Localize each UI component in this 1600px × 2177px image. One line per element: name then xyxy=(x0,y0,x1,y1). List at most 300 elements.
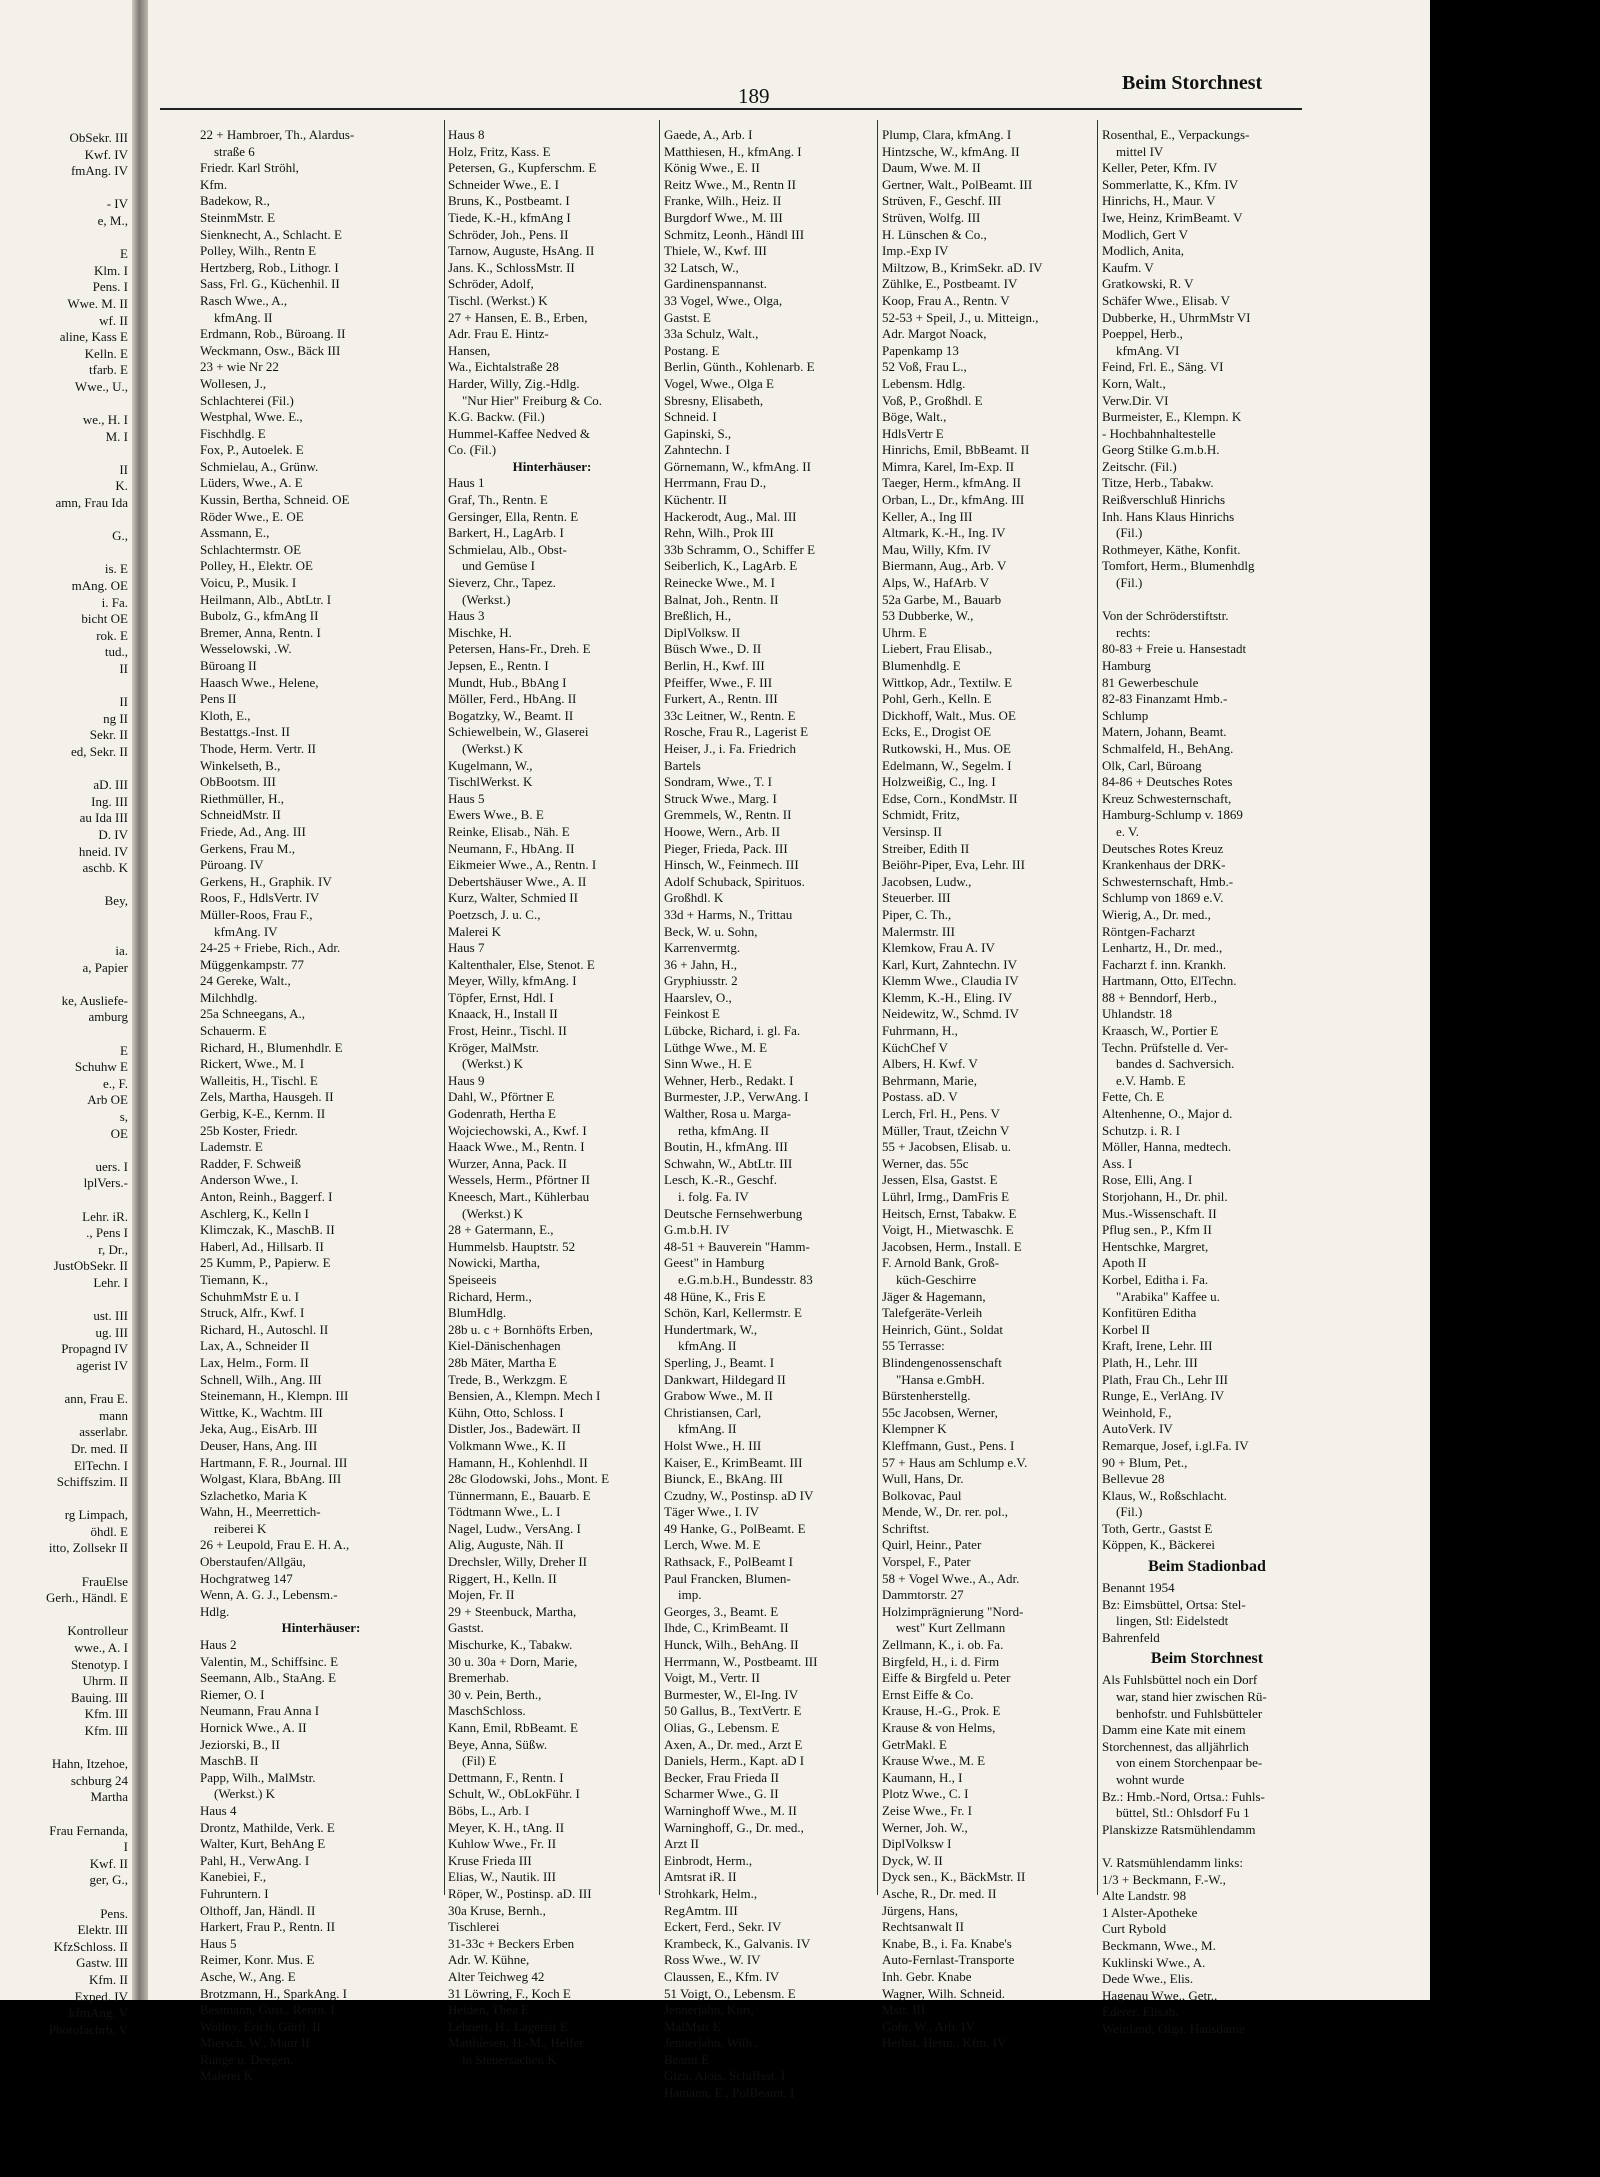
entry-line: Biunck, E., BkAng. III xyxy=(664,1471,783,1487)
entry-line: Haberl, Ad., Hillsarb. II xyxy=(200,1238,324,1254)
entry-line: Co. (Fil.) xyxy=(448,442,497,458)
edge-line xyxy=(0,877,128,894)
entry-line: Riethmüller, H., xyxy=(200,790,284,806)
entry-line: Köppen, K., Bäckerei xyxy=(1102,1537,1215,1553)
entry-line: Hamburg-Schlump v. 1869 xyxy=(1102,807,1243,823)
edge-line: E xyxy=(120,1042,128,1058)
entry-line: Vogel, Wwe., Olga E xyxy=(664,375,774,391)
entry-line: 23 + wie Nr 22 xyxy=(200,359,279,375)
entry-line: Weinhold, F., xyxy=(1102,1404,1172,1420)
entry-line: 33b Schramm, O., Schiffer E xyxy=(664,541,816,557)
edge-line xyxy=(0,1142,128,1159)
entry-line: Taeger, Herm., kfmAng. II xyxy=(882,475,1021,491)
entry-line: Ecks, E., Drogist OE xyxy=(882,724,992,740)
edge-line: FrauElse xyxy=(81,1573,128,1589)
entry-line: Koop, Frau A., Rentn. V xyxy=(882,292,1010,308)
entry-line: Uhrm. E xyxy=(882,624,927,640)
entry-line: Bellevue 28 xyxy=(1102,1471,1165,1487)
entry-line: Dettmann, F., Rentn. I xyxy=(448,1769,564,1785)
edge-line: ia. xyxy=(115,943,128,959)
edge-line: Kfm. III xyxy=(84,1723,128,1738)
entry-line: Malerei K xyxy=(448,923,502,939)
column-divider xyxy=(1097,120,1098,1895)
entry-line: Sieverz, Chr., Tapez. xyxy=(448,575,556,591)
entry-line: 55c Jacobsen, Werner, xyxy=(882,1404,998,1420)
edge-line: Klm. I xyxy=(94,262,128,278)
entry-line: Erdmann, Rob., Büroang. II xyxy=(200,326,346,342)
edge-line: e., F. xyxy=(103,1075,128,1091)
entry-line: Burmeister, E., Klempn. K xyxy=(1102,409,1242,425)
entry-line: 58 + Vogel Wwe., A., Adr. xyxy=(882,1570,1020,1586)
entry-line: Reimer, Konr. Mus. E xyxy=(200,1952,315,1968)
entry-line: Wagner, Wilh. Schneid. xyxy=(882,1985,1005,2001)
entry-line: Büsch Wwe., D. II xyxy=(664,641,762,657)
entry-line: mittel IV xyxy=(1116,143,1164,159)
entry-line: Lenhartz, H., Dr. med., xyxy=(1102,940,1223,956)
entry-line: Klemkow, Frau A. IV xyxy=(882,940,995,956)
entry-line: 25 Kumm, P., Papierw. E xyxy=(200,1255,331,1271)
entry-line: (Fil.) xyxy=(1116,525,1143,541)
entry-line: kfmAng. II xyxy=(678,1338,737,1354)
edge-line: is. E xyxy=(104,561,128,577)
edge-line: II xyxy=(119,694,128,710)
entry-line: Tarnow, Auguste, HsAng. II xyxy=(448,243,595,259)
entry-line: Gerkens, Frau M., xyxy=(200,840,295,856)
edge-line xyxy=(0,1607,128,1624)
entry-line: 26 + Leupold, Frau E. H. A., xyxy=(200,1537,350,1553)
entry-line: Schröder, Joh., Pens. II xyxy=(448,226,569,242)
entry-line: i. folg. Fa. IV xyxy=(678,1189,749,1204)
entry-line: Pieger, Frieda, Pack. III xyxy=(664,840,788,856)
entry-line xyxy=(1102,1838,1312,1855)
entry-line: Pfeiffer, Wwe., F. III xyxy=(664,674,773,690)
entry-line: Zels, Martha, Hausgeh. II xyxy=(200,1089,334,1105)
entry-line: Christiansen, Carl, xyxy=(664,1404,762,1420)
entry-line: Nowicki, Martha, xyxy=(448,1255,541,1271)
entry-line: Blumenhdlg. E xyxy=(882,658,961,673)
edge-line: Sekr. II xyxy=(89,727,128,743)
entry-line: Weckmann, Osw., Bäck III xyxy=(200,342,341,358)
edge-line: Wwe., U., xyxy=(74,378,128,394)
entry-line: Roos, F., HdlsVertr. IV xyxy=(200,890,320,906)
entry-line: 48 Hüne, K., Fris E xyxy=(664,1288,766,1304)
entry-line: Dankwart, Hildegard II xyxy=(664,1371,786,1387)
entry-line: 82-83 Finanzamt Hmb.- xyxy=(1102,691,1228,707)
entry-line: Albers, H. Kwf. V xyxy=(882,1056,978,1072)
entry-line: Assmann, E., xyxy=(200,525,270,541)
entry-line: Kloth, E., xyxy=(200,707,251,723)
entry-line: Schwesternschaft, Hmb.- xyxy=(1102,873,1234,889)
column-5 xyxy=(1102,127,1312,2036)
entry-line: König Wwe., E. II xyxy=(664,160,760,176)
entry-line: Struck Wwe., Marg. I xyxy=(664,790,777,806)
entry-line: Wessels, Herm., Pförtner II xyxy=(448,1172,590,1188)
entry-line: Deutsche Fernsehwerbung xyxy=(664,1205,803,1221)
entry-line: Hoowe, Wern., Arb. II xyxy=(664,823,781,839)
edge-line: Bauing. III xyxy=(70,1689,128,1705)
entry-line: ObBootsm. III xyxy=(200,774,276,790)
entry-line: Deutsches Rotes Kreuz xyxy=(1102,840,1224,856)
entry-line: Kaumann, H., I xyxy=(882,1769,963,1785)
entry-line: Toth, Gertr., Gastst E xyxy=(1102,1520,1213,1536)
entry-line: Wolgast, Klara, BbAng. III xyxy=(200,1471,342,1487)
entry-line: 28 + Gatermann, E., xyxy=(448,1222,554,1238)
edge-line: uers. I xyxy=(95,1158,128,1174)
entry-line: Distler, Jos., Badewärt. II xyxy=(448,1421,581,1437)
entry-line: Asche, R., Dr. med. II xyxy=(882,1885,997,1901)
entry-line: Anderson Wwe., I. xyxy=(200,1172,299,1188)
entry-line: Remarque, Josef, i.gl.Fa. IV xyxy=(1102,1437,1249,1453)
entry-line: Gryphiusstr. 2 xyxy=(664,973,738,989)
entry-line xyxy=(1102,592,1312,609)
entry-line: MaschB. II xyxy=(200,1753,259,1769)
entry-line: Storjohann, H., Dr. phil. xyxy=(1102,1189,1228,1204)
entry-line: Heilmann, Alb., AbtLtr. I xyxy=(200,591,332,607)
entry-line: Harder, Willy, Zig.-Hdlg. xyxy=(448,375,580,391)
entry-line: Plotz Wwe., C. I xyxy=(882,1786,969,1802)
section-label: Hinterhäuser: xyxy=(281,1620,361,1636)
entry-line: Schmielau, A., Grünw. xyxy=(200,458,319,474)
entry-line: Papenkamp 13 xyxy=(882,342,959,358)
entry-line: von einem Storchenpaar be- xyxy=(1116,1755,1263,1771)
entry-line: Eckert, Ferd., Sekr. IV xyxy=(664,1919,782,1935)
edge-line xyxy=(0,910,128,927)
entry-line: 55 Terrasse: xyxy=(882,1338,945,1354)
entry-line: 53 Dubberke, W., xyxy=(882,608,974,624)
entry-line: (Werkst.) K xyxy=(214,1786,276,1802)
edge-line: agerist IV xyxy=(76,1357,128,1373)
entry-line: Mau, Willy, Kfm. IV xyxy=(882,541,991,557)
entry-line: Drontz, Mathilde, Verk. E xyxy=(200,1819,335,1835)
entry-line: 32 Latsch, W., xyxy=(664,259,739,275)
entry-line: Reinke, Elisab., Näh. E xyxy=(448,823,570,839)
entry-line: Postang. E xyxy=(664,342,720,358)
entry-line: AutoVerk. IV xyxy=(1102,1421,1173,1437)
entry-line: 30a Kruse, Bernh., xyxy=(448,1902,546,1918)
edge-line: ug. III xyxy=(95,1324,128,1340)
section-label: Hinterhäuser: xyxy=(512,458,592,474)
entry-line: Westphal, Wwe. E., xyxy=(200,409,303,425)
entry-line: Harkert, Frau P., Rentn. II xyxy=(200,1919,336,1935)
edge-line: s, xyxy=(119,1109,128,1125)
entry-line: Franke, Wilh., Heiz. II xyxy=(664,193,782,209)
entry-line: Wierig, A., Dr. med., xyxy=(1102,906,1211,922)
entry-line: Liebert, Frau Elisab., xyxy=(882,641,993,657)
entry-line: Kaiser, E., KrimBeamt. III xyxy=(664,1454,803,1470)
edge-line: Kwf. IV xyxy=(84,146,128,162)
entry-line: Jeka, Aug., EisArb. III xyxy=(200,1421,318,1437)
entry-line: Kussin, Bertha, Schneid. OE xyxy=(200,492,350,508)
entry-line: Winkelseth, B., xyxy=(200,757,281,773)
entry-line: Fuhrmann, H., xyxy=(882,1023,958,1039)
entry-line: e. V. xyxy=(1116,823,1139,839)
entry-line: straße 6 xyxy=(214,143,255,159)
entry-line: Schiewelbein, W., Glaserei xyxy=(448,724,589,740)
entry-line: Giza, Alois, Schiffsst. I xyxy=(664,2068,786,2084)
entry-line: Sperling, J., Beamt. I xyxy=(664,1354,775,1370)
edge-line: KfzSchloss. II xyxy=(53,1938,128,1954)
entry-line: Keller, Peter, Kfm. IV xyxy=(1102,160,1218,176)
edge-line: amburg xyxy=(88,1009,128,1025)
entry-line: Riemer, O. I xyxy=(200,1686,265,1702)
entry-line: Gardinenspannanst. xyxy=(664,276,767,292)
entry-line: 81 Gewerbeschule xyxy=(1102,674,1199,690)
edge-line: rok. E xyxy=(96,627,128,643)
entry-line: Papp, Wilh., MalMstr. xyxy=(200,1769,316,1785)
entry-line: benhofstr. und Fuhlsbütteler xyxy=(1116,1705,1263,1721)
entry-line: Ewers Wwe., B. E xyxy=(448,807,544,823)
entry-line: Steuerber. III xyxy=(882,890,951,906)
edge-line: II xyxy=(119,661,128,676)
entry-line: Dubberke, H., UhrmMstr VI xyxy=(1102,309,1251,325)
entry-line: Trede, B., Werkzgm. E xyxy=(448,1371,568,1387)
entry-line: Ass. I xyxy=(1102,1155,1133,1171)
edge-line: mAng. OE xyxy=(71,578,128,594)
column-4 xyxy=(882,127,1094,2051)
entry-line: Zeise Wwe., Fr. I xyxy=(882,1802,973,1818)
entry-line: MalMstr E xyxy=(664,2018,721,2034)
entry-line: Streiber, Edith II xyxy=(882,840,970,856)
entry-line: Schriftst. xyxy=(882,1520,930,1536)
column-divider xyxy=(444,120,445,1895)
entry-line: Hansen, xyxy=(448,342,491,358)
entry-line: Techn. Prüfstelle d. Ver- xyxy=(1102,1039,1229,1055)
entry-line: Herrmann, Frau D., xyxy=(664,475,767,491)
entry-line: Kraft, Irene, Lehr. III xyxy=(1102,1338,1213,1354)
entry-line: 33d + Harms, N., Trittau xyxy=(664,906,793,922)
edge-line: ObSekr. III xyxy=(69,130,128,145)
column-1 xyxy=(200,127,442,2084)
entry-line: Balnat, Joh., Rentn. II xyxy=(664,591,779,607)
entry-line: Kraasch, W., Portier E xyxy=(1102,1023,1219,1039)
entry-line: Polley, Wilh., Rentn E xyxy=(200,243,317,259)
entry-line: 31 Löwring, F., Koch E xyxy=(448,1985,571,2001)
entry-line: Mimra, Karel, Im-Exp. II xyxy=(882,458,1015,474)
entry-line: Weinland, Olga, Hausdame xyxy=(1102,2020,1245,2036)
entry-line: Tiede, K.-H., kfmAng I xyxy=(448,209,571,225)
entry-line: Kuklinski Wwe., A. xyxy=(1102,1954,1206,1970)
entry-line: Pohl, Gerh., Kelln. E xyxy=(882,691,992,707)
entry-line: Hartmann, F. R., Journal. III xyxy=(200,1454,348,1470)
entry-line: imp. xyxy=(678,1587,702,1603)
entry-line: kfmAng. IV xyxy=(214,923,278,939)
edge-line xyxy=(0,678,128,695)
running-head: Beim Storchnest xyxy=(1122,72,1263,94)
edge-line: I xyxy=(123,1839,128,1855)
entry-line: Lademstr. E xyxy=(200,1139,263,1155)
entry-line: Edse, Corn., KondMstr. II xyxy=(882,790,1018,806)
entry-line: DiplVolksw. II xyxy=(664,624,741,640)
entry-line: Titze, Herb., Tabakw. xyxy=(1102,475,1214,491)
edge-line: G., xyxy=(112,528,128,544)
entry-line: Petersen, Hans-Fr., Dreh. E xyxy=(448,641,591,657)
edge-line: II xyxy=(119,461,128,477)
entry-line: Korbel II xyxy=(1102,1321,1151,1337)
edge-line xyxy=(0,180,128,197)
entry-line: bandes d. Sachversich. xyxy=(1116,1056,1235,1072)
entry-line: TischlWerkst. K xyxy=(448,774,533,790)
entry-line: Tiemann, K., xyxy=(200,1271,269,1287)
entry-line: wohnt wurde xyxy=(1116,1772,1185,1787)
entry-line: Reitz Wwe., M., Rentn II xyxy=(664,176,796,192)
page-number: 189 xyxy=(738,84,770,108)
entry-line: Elias, W., Nautik. III xyxy=(448,1869,556,1885)
entry-line: Kann, Emil, RbBeamt. E xyxy=(448,1720,578,1735)
entry-line: 36 + Jahn, H., xyxy=(664,956,738,972)
entry-line: RegAmtm. III xyxy=(664,1902,738,1918)
edge-line: Photofachrb. V xyxy=(48,2021,128,2037)
entry-line: reiberei K xyxy=(214,1520,267,1536)
entry-line: Richard, H., Autoschl. II xyxy=(200,1321,329,1337)
entry-line: Berlin, H., Kwf. III xyxy=(664,658,765,673)
edge-line: Hahn, Itzehoe, xyxy=(51,1756,128,1772)
edge-line: K. xyxy=(115,478,128,494)
entry-line: 31-33c + Beckers Erben xyxy=(448,1935,575,1951)
entry-line: Imp.-Exp IV xyxy=(882,243,949,259)
edge-line: r, Dr., xyxy=(98,1241,128,1257)
entry-line: 57 + Haus am Schlump e.V. xyxy=(882,1454,1028,1470)
edge-line: asserlabr. xyxy=(79,1424,128,1440)
entry-line: 25b Koster, Friedr. xyxy=(200,1122,298,1138)
entry-line: Sondram, Wwe., T. I xyxy=(664,774,772,790)
edge-line: ng II xyxy=(103,710,128,726)
edge-line xyxy=(0,1557,128,1574)
entry-line: Gerbig, K-E., Kernm. II xyxy=(200,1106,326,1122)
entry-line: Daniels, Herm., Kapt. aD I xyxy=(664,1753,805,1769)
entry-line: Hamann, H., Kohlenhdl. II xyxy=(448,1454,588,1470)
entry-line: Inh. Gebr. Knabe xyxy=(882,1968,972,1984)
entry-line: Warninghoff Wwe., M. II xyxy=(664,1802,797,1818)
entry-line: in Steuersachen K xyxy=(462,2051,557,2067)
entry-line: "Arabika" Kaffee u. xyxy=(1116,1288,1220,1304)
entry-line: Heinrich, Günt., Soldat xyxy=(882,1321,1003,1337)
edge-line: Arb OE xyxy=(87,1092,128,1108)
entry-line: Als Fuhlsbüttel noch ein Dorf xyxy=(1102,1672,1258,1688)
entry-line: Modlich, Gert V xyxy=(1102,226,1189,242)
entry-line: Böge, Walt., xyxy=(882,409,947,425)
entry-line: Krause, H.-G., Prok. E xyxy=(882,1703,1001,1719)
entry-line: Haus 5 xyxy=(200,1935,237,1951)
entry-line: DiplVolksw I xyxy=(882,1836,952,1852)
entry-line: Scharmer Wwe., G. II xyxy=(664,1786,779,1802)
entry-line: Ederer, Elisab. xyxy=(1102,2004,1179,2020)
edge-line: M. I xyxy=(105,428,128,444)
entry-line: Krause & von Helms, xyxy=(882,1720,996,1735)
entry-line: Schmalfeld, H., BehAng. xyxy=(1102,740,1234,756)
entry-line: Rothmeyer, Käthe, Konfit. xyxy=(1102,541,1241,557)
entry-line: Krause Wwe., M. E xyxy=(882,1753,986,1769)
entry-line: Von der Schröderstiftstr. xyxy=(1102,608,1229,624)
edge-line: au Ida III xyxy=(79,810,128,826)
entry-line: Beiöhr-Piper, Eva, Lehr. III xyxy=(882,857,1025,873)
entry-line: Wull, Hans, Dr. xyxy=(882,1471,964,1487)
entry-line: Dammtorstr. 27 xyxy=(882,1587,964,1603)
entry-line: Hdlg. xyxy=(200,1603,230,1619)
edge-line: ke, Ausliefe- xyxy=(61,992,128,1008)
entry-line: Lax, Helm., Form. II xyxy=(200,1354,309,1370)
entry-line: Mundt, Hub., BbAng I xyxy=(448,674,567,690)
edge-line xyxy=(0,1026,128,1043)
entry-line: Inh. Hans Klaus Hinrichs xyxy=(1102,508,1235,524)
entry-line: Modlich, Anita, xyxy=(1102,243,1184,259)
entry-line: Radder, F. Schweiß xyxy=(200,1155,301,1171)
entry-line: Mus.-Wissenschaft. II xyxy=(1102,1205,1217,1221)
entry-line: 28b Mäter, Martha E xyxy=(448,1354,557,1370)
entry-line: Tischlerei xyxy=(448,1919,500,1935)
entry-line: Pahl, H., VerwAng. I xyxy=(200,1852,310,1868)
entry-line: Eiffe & Birgfeld u. Peter xyxy=(882,1670,1011,1686)
entry-line: Adr. Margot Noack, xyxy=(882,326,987,342)
entry-line: Becker, Frau Frieda II xyxy=(664,1769,779,1785)
entry-line: Jacobsen, Ludw., xyxy=(882,873,972,889)
edge-line xyxy=(0,1491,128,1508)
entry-line: Dyck, W. II xyxy=(882,1852,943,1868)
edge-line: Kelln. E xyxy=(84,345,128,361)
entry-line: Schwahn, W., AbtLtr. III xyxy=(664,1155,793,1171)
entry-line: 1/3 + Beckmann, F.-W., xyxy=(1102,1871,1226,1887)
entry-line: Daum, Wwe. M. II xyxy=(882,160,981,176)
entry-line: Haus 2 xyxy=(200,1637,237,1653)
edge-line: Dr. med. II xyxy=(70,1440,128,1456)
edge-line xyxy=(0,761,128,778)
entry-line: Beye, Anna, Süßw. xyxy=(448,1736,548,1752)
entry-line: Schauerm. E xyxy=(200,1023,267,1039)
entry-line: Warninghoff, G., Dr. med., xyxy=(664,1819,804,1835)
entry-line: Sinn Wwe., H. E xyxy=(664,1056,752,1072)
entry-line: Rathsack, F., PolBeamt I xyxy=(664,1554,793,1570)
entry-line: "Nur Hier" Freiburg & Co. xyxy=(462,392,602,408)
entry-line: Storchennest, das alljährlich xyxy=(1102,1738,1249,1754)
entry-line: Schmidt, Fritz, xyxy=(882,807,960,823)
entry-line: Czudny, W., Postinsp. aD IV xyxy=(664,1487,814,1503)
entry-line: Kuhlow Wwe., Fr. II xyxy=(448,1836,557,1852)
edge-line: Schuhw E xyxy=(74,1059,128,1075)
entry-line: Dickhoff, Walt., Mus. OE xyxy=(882,707,1016,723)
entry-line: Voicu, P., Musik. I xyxy=(200,575,297,591)
entry-line: 84-86 + Deutsches Rotes xyxy=(1102,774,1233,790)
edge-line: tfarb. E xyxy=(89,362,128,378)
entry-line: Berlin, Günth., Kohlenarb. E xyxy=(664,359,815,375)
edge-line: Bey, xyxy=(104,893,128,909)
edge-line: OE xyxy=(110,1125,128,1141)
entry-line: kfmAng. II xyxy=(678,1421,737,1437)
entry-line: Nagel, Ludw., VersAng. I xyxy=(448,1520,581,1536)
entry-line: Postass. aD. V xyxy=(882,1089,958,1105)
column-3 xyxy=(664,127,874,2101)
entry-line: 80-83 + Freie u. Hansestadt xyxy=(1102,641,1247,657)
edge-line: Propagnd IV xyxy=(61,1341,128,1357)
edge-line: i. Fa. xyxy=(101,594,128,610)
entry-line: Schlachterei (Fil.) xyxy=(200,392,294,408)
entry-line: Ihde, C., KrimBeamt. II xyxy=(664,1620,789,1636)
edge-line xyxy=(0,1889,128,1906)
entry-line: Eikmeier Wwe., A., Rentn. I xyxy=(448,857,597,873)
entry-line: und Gemüse I xyxy=(462,558,535,574)
entry-line: west" Kurt Zellmann xyxy=(896,1620,1006,1636)
entry-line: Haack Wwe., M., Rentn. I xyxy=(448,1139,585,1155)
entry-line: Einbrodt, Herm., xyxy=(664,1852,753,1868)
entry-line: 33c Leitner, W., Rentn. E xyxy=(664,707,796,723)
entry-line: Hamann, E., PolBeamt. I xyxy=(664,2085,795,2101)
edge-line: fmAng. IV xyxy=(70,163,128,179)
edge-line: aline, Kass E xyxy=(59,329,128,345)
entry-line: Werner, Joh. W., xyxy=(882,1819,968,1835)
entry-line: Rosche, Frau R., Lagerist E xyxy=(664,724,809,740)
entry-line: Burgdorf Wwe., M. III xyxy=(664,209,783,225)
edge-line: Kfm. III xyxy=(84,1706,128,1722)
edge-line xyxy=(0,512,128,529)
entry-line: Fischhdlg. E xyxy=(200,425,266,441)
